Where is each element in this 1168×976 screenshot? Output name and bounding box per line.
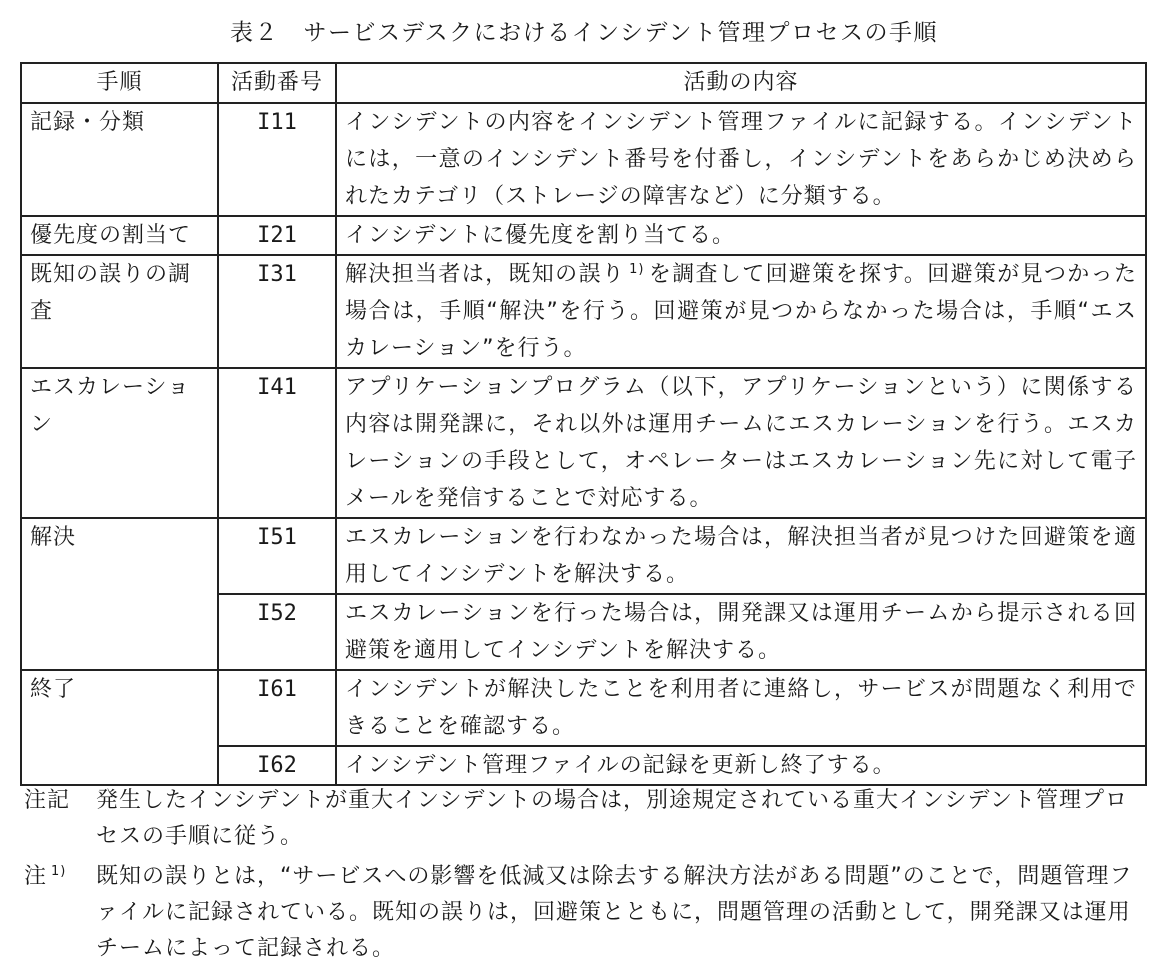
activity-description-cell: インシデントが解決したことを利用者に連絡し，サービスが問題なく利用できることを確認する。 [336,670,1146,746]
header-step: 手順 [21,63,218,103]
table-row [21,216,1146,255]
activity-description-cell: アプリケーションプログラム（以下，アプリケーションという）に関係する内容は開発課に，それ以外は運用チームにエスカレーションを行う。エスカレーションの手段として，オペレーターはエスカレーション先に対して電子メールを発信することで対応する。 [336,368,1146,518]
activity-id-cell: I21 [218,216,336,255]
description-part-before: 解決担当者は，既知の誤り [345,262,626,287]
note-text: 既知の誤りとは，“サービスへの影響を低減又は除去する解決方法がある問題”のことで，問題管理ファイルに記録されている。既知の誤りは，回避策とともに，問題管理の活動として，開発課又は運用チームによって記録される。 [96,864,1133,961]
activity-id-cell: I51 [218,518,336,594]
activity-description-cell: エスカレーションを行わなかった場合は，解決担当者が見つけた回避策を適用してインシデントを解決する。 [336,518,1146,594]
note-item [24,859,1144,967]
header-activity-id: 活動番号 [218,63,336,103]
step-cell: エスカレーション [21,368,218,518]
note-item [24,783,1144,855]
table-row [21,518,1146,594]
note-label: 注記 [24,788,71,813]
table-title: 表２ サービスデスクにおけるインシデント管理プロセスの手順 [229,20,939,46]
header-description: 活動の内容 [336,63,1146,103]
note-label [24,859,96,967]
activity-description-cell: インシデント管理ファイルの記録を更新し終了する。 [336,746,1146,785]
footnote-mark: 1) [51,863,67,879]
activity-id-cell: I11 [218,103,336,216]
activity-description-cell [336,255,1146,368]
footnote-mark: 1) [629,261,645,277]
note-label-text: 注 [24,864,48,889]
table-row [21,368,1146,518]
activity-id-cell: I52 [218,594,336,670]
table-header-row [21,63,1146,103]
activity-id-cell: I61 [218,670,336,746]
activity-description-cell: エスカレーションを行った場合は，開発課又は運用チームから提示される回避策を適用してインシデントを解決する。 [336,594,1146,670]
description-part-after: を調査して回避策を探す。回避策が見つかった場合は，手順“解決”を行う。回避策が見つからなかった場合は，手順“エスカレーション”を行う。 [345,262,1137,361]
table-row [21,670,1146,746]
activity-id-cell: I41 [218,368,336,518]
step-cell: 既知の誤りの調査 [21,255,218,368]
step-cell: 優先度の割当て [21,216,218,255]
activity-description-cell: インシデントの内容をインシデント管理ファイルに記録する。インシデントには，一意のインシデント番号を付番し，インシデントをあらかじめ決められたカテゴリ（ストレージの障害など）に分類する。 [336,103,1146,216]
step-cell: 記録・分類 [21,103,218,216]
table-row [21,103,1146,216]
incident-procedure-table [20,62,1147,786]
notes-section [24,783,1144,971]
activity-description-cell: インシデントに優先度を割り当てる。 [336,216,1146,255]
activity-id-cell: I31 [218,255,336,368]
step-cell: 解決 [21,518,218,670]
activity-id-cell: I62 [218,746,336,785]
step-cell: 終了 [21,670,218,785]
table-row [21,255,1146,368]
note-text: 発生したインシデントが重大インシデントの場合は，別途規定されている重大インシデント管理プロセスの手順に従う。 [96,788,1129,849]
